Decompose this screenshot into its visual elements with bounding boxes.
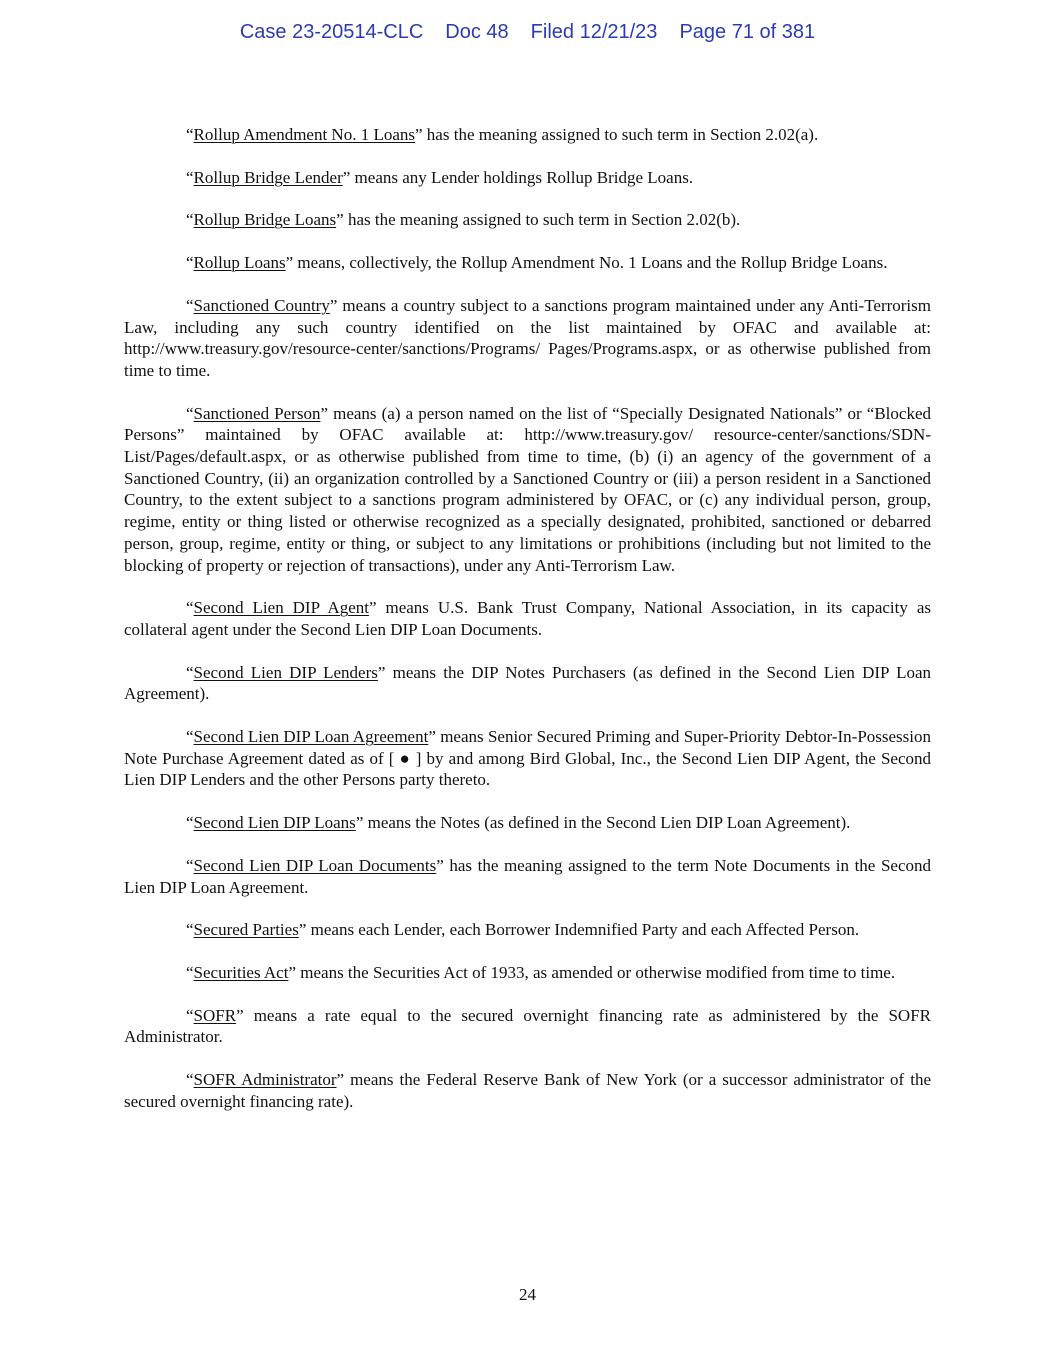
defined-term: SOFR Administrator	[193, 1070, 337, 1090]
definition-text: ” means the Securities Act of 1933, as amended or otherwise modified from time to time.	[288, 962, 896, 982]
definition-second-lien-dip-loan-documents: “Second Lien DIP Loan Documents” has the meaning assigned to the term Note Documents in the Second Lien DIP Loan Agreement.	[124, 855, 931, 897]
defined-term: Second Lien DIP Loan Documents	[193, 855, 437, 875]
definition-rollup-amendment-no-1-loans: “Rollup Amendment No. 1 Loans” has the meaning assigned to such term in Section 2.02(a).	[186, 125, 819, 144]
definition-second-lien-dip-lenders: “Second Lien DIP Lenders” means the DIP Notes Purchasers (as defined in the Second Lien DIP Loan Agreement).	[124, 662, 931, 704]
definition-rollup-bridge-loans: “Rollup Bridge Loans” has the meaning assigned to such term in Section 2.02(b).	[186, 210, 741, 230]
definition-text: ” means the Federal Reserve Bank of New York (or a successor administrator of the secured overnight financing rate).	[124, 1070, 931, 1111]
defined-term: Sanctioned Person	[193, 403, 321, 423]
definition-sofr-administrator: “SOFR Administrator” means the Federal Reserve Bank of New York (or a successor administrator of the secured overnight financing rate).	[124, 1070, 931, 1111]
definition-securities-act: “Securities Act” means the Securities Act of 1933, as amended or otherwise modified from time to time.	[186, 962, 896, 982]
definition-rollup-loans: “Rollup Loans” means, collectively, the Rollup Amendment No. 1 Loans and the Rollup Bridge Loans.	[186, 253, 888, 273]
defined-term: Rollup Bridge Lender	[193, 167, 343, 187]
definition-text: ” means U.S. Bank Trust Company, National Association, in its capacity as collateral agent under the Second Lien DIP Loan Documents.	[124, 598, 931, 639]
definition-text: ” has the meaning assigned to such term in Section 2.02(b).	[336, 210, 741, 230]
definition-sanctioned-person: “Sanctioned Person” means (a) a person named on the list of “Specially Designated Nationals” or “Blocked Persons” maintained by OFAC available at: http://www.treasury.gov/ resource-center/sanctions/SDN-List/Pages/default.aspx, or as otherwise published from time to time, (b) (i) an agency of the government of a Sanctioned Country, (ii) an organization controlled by a Sanctioned Country or (iii) a person resident in a Sanctioned Country, to the extent subject to a sanctions program administered by OFAC, or (c) any individual person, group, regime, entity or thing listed or otherwise recognized as a specially designated, prohibited, sanctioned or debarred person, group, regime, entity or thing, or subject to any limitations or prohibitions (including but not limited to the blocking of property or rejection of transactions), under any Anti-Terrorism Law.	[124, 403, 931, 575]
definition-sofr: “SOFR” means a rate equal to the secured overnight financing rate as administered by the SOFR Administrator.	[124, 1005, 931, 1047]
court-filing-stamp	[0, 19, 1055, 45]
definition-text: ” means any Lender holdings Rollup Bridge Loans.	[342, 167, 694, 187]
defined-term: Second Lien DIP Loans	[193, 813, 356, 833]
defined-term: SOFR	[193, 1005, 237, 1025]
definition-text: ” means the Notes (as defined in the Second Lien DIP Loan Agreement).	[355, 813, 851, 833]
definition-text: ” means (a) a person named on the list of “Specially Designated Nationals” or “Blocked Persons” maintained by OFAC available at: http://www.treasury.gov/ resource-center/sanctions/SDN-List/Pages/default.aspx, or as otherwise published from time to time, (b) (i) an agency of the government of a Sanctioned Country, (ii) an organization controlled by a Sanctioned Country or (iii) a person resident in a Sanctioned Country, to the extent subject to a sanctions program administered by OFAC, or (c) any individual person, group, regime, entity or thing listed or otherwise recognized as a specially designated, prohibited, sanctioned or debarred person, group, regime, entity or thing, or subject to any limitations or prohibitions (including but not limited to the blocking of property or rejection of transactions), under any Anti-Terrorism Law.	[124, 403, 931, 575]
definition-text: ” means the DIP Notes Purchasers (as defined in the Second Lien DIP Loan Agreement).	[124, 662, 931, 704]
definition-sanctioned-country: “Sanctioned Country” means a country subject to a sanctions program maintained under any Anti-Terrorism Law, including any such country identified on the list maintained by OFAC and available at: http://www.treasury.gov/resource-center/sanctions/Programs/ Pages/Programs.aspx, or as otherwise published from time to time.	[124, 295, 931, 380]
definition-text: ” has the meaning assigned to such term in Section 2.02(a).	[415, 125, 819, 144]
defined-term: Rollup Loans	[193, 253, 286, 273]
defined-term: Securities Act	[193, 962, 289, 982]
defined-term: Secured Parties	[193, 920, 299, 940]
definitions-section	[124, 124, 931, 1134]
definition-text: ” means each Lender, each Borrower Indemnified Party and each Affected Person.	[298, 920, 860, 940]
definition-rollup-bridge-lender: “Rollup Bridge Lender” means any Lender holdings Rollup Bridge Loans.	[186, 167, 694, 187]
case-number: Case 23-20514-CLC	[239, 21, 424, 43]
defined-term: Second Lien DIP Loan Agreement	[193, 727, 429, 747]
defined-term: Rollup Amendment No. 1 Loans	[193, 125, 416, 144]
definition-secured-parties: “Secured Parties” means each Lender, each Borrower Indemnified Party and each Affected Person.	[186, 920, 860, 940]
filed-date: Filed 12/21/23	[530, 21, 658, 43]
definition-second-lien-dip-loans: “Second Lien DIP Loans” means the Notes (as defined in the Second Lien DIP Loan Agreement).	[186, 813, 851, 833]
defined-term: Second Lien DIP Agent	[193, 598, 369, 618]
definition-text: ” means a country subject to a sanctions program maintained under any Anti-Terrorism Law, including any such country identified on the list maintained by OFAC and available at: http://www.treasury.gov/resource-center/sanctions/Programs/ Pages/Programs.aspx, or as otherwise published from time to time.	[124, 295, 931, 380]
definition-text: ” means, collectively, the Rollup Amendment No. 1 Loans and the Rollup Bridge Loans.	[285, 253, 888, 273]
definition-text: ” means Senior Secured Priming and Super-Priority Debtor-In-Possession Note Purchase Agreement dated as of [ ● ] by and among Bird Global, Inc., the Second Lien DIP Agent, the Second Lien DIP Lenders and the other Persons party thereto.	[124, 727, 932, 790]
definition-second-lien-dip-agent: “Second Lien DIP Agent” means U.S. Bank Trust Company, National Association, in its capacity as collateral agent under the Second Lien DIP Loan Documents.	[124, 598, 931, 639]
definition-text: ” means a rate equal to the secured overnight financing rate as administered by the SOFR Administrator.	[124, 1005, 931, 1047]
defined-term: Second Lien DIP Lenders	[193, 662, 378, 682]
page-of-total: Page 71 of 381	[679, 21, 816, 43]
page-number: 24	[519, 1285, 536, 1304]
doc-number: Doc 48	[445, 21, 509, 43]
definition-second-lien-dip-loan-agreement: “Second Lien DIP Loan Agreement” means Senior Secured Priming and Super-Priority Debtor-In-Possession Note Purchase Agreement dated as of [ ● ] by and among Bird Global, Inc., the Second Lien DIP Agent, the Second Lien DIP Lenders and the other Persons party thereto.	[124, 727, 932, 790]
definition-text: ” has the meaning assigned to the term Note Documents in the Second Lien DIP Loan Agreement.	[124, 855, 931, 897]
defined-term: Rollup Bridge Loans	[193, 210, 337, 230]
defined-term: Sanctioned Country	[193, 295, 330, 315]
